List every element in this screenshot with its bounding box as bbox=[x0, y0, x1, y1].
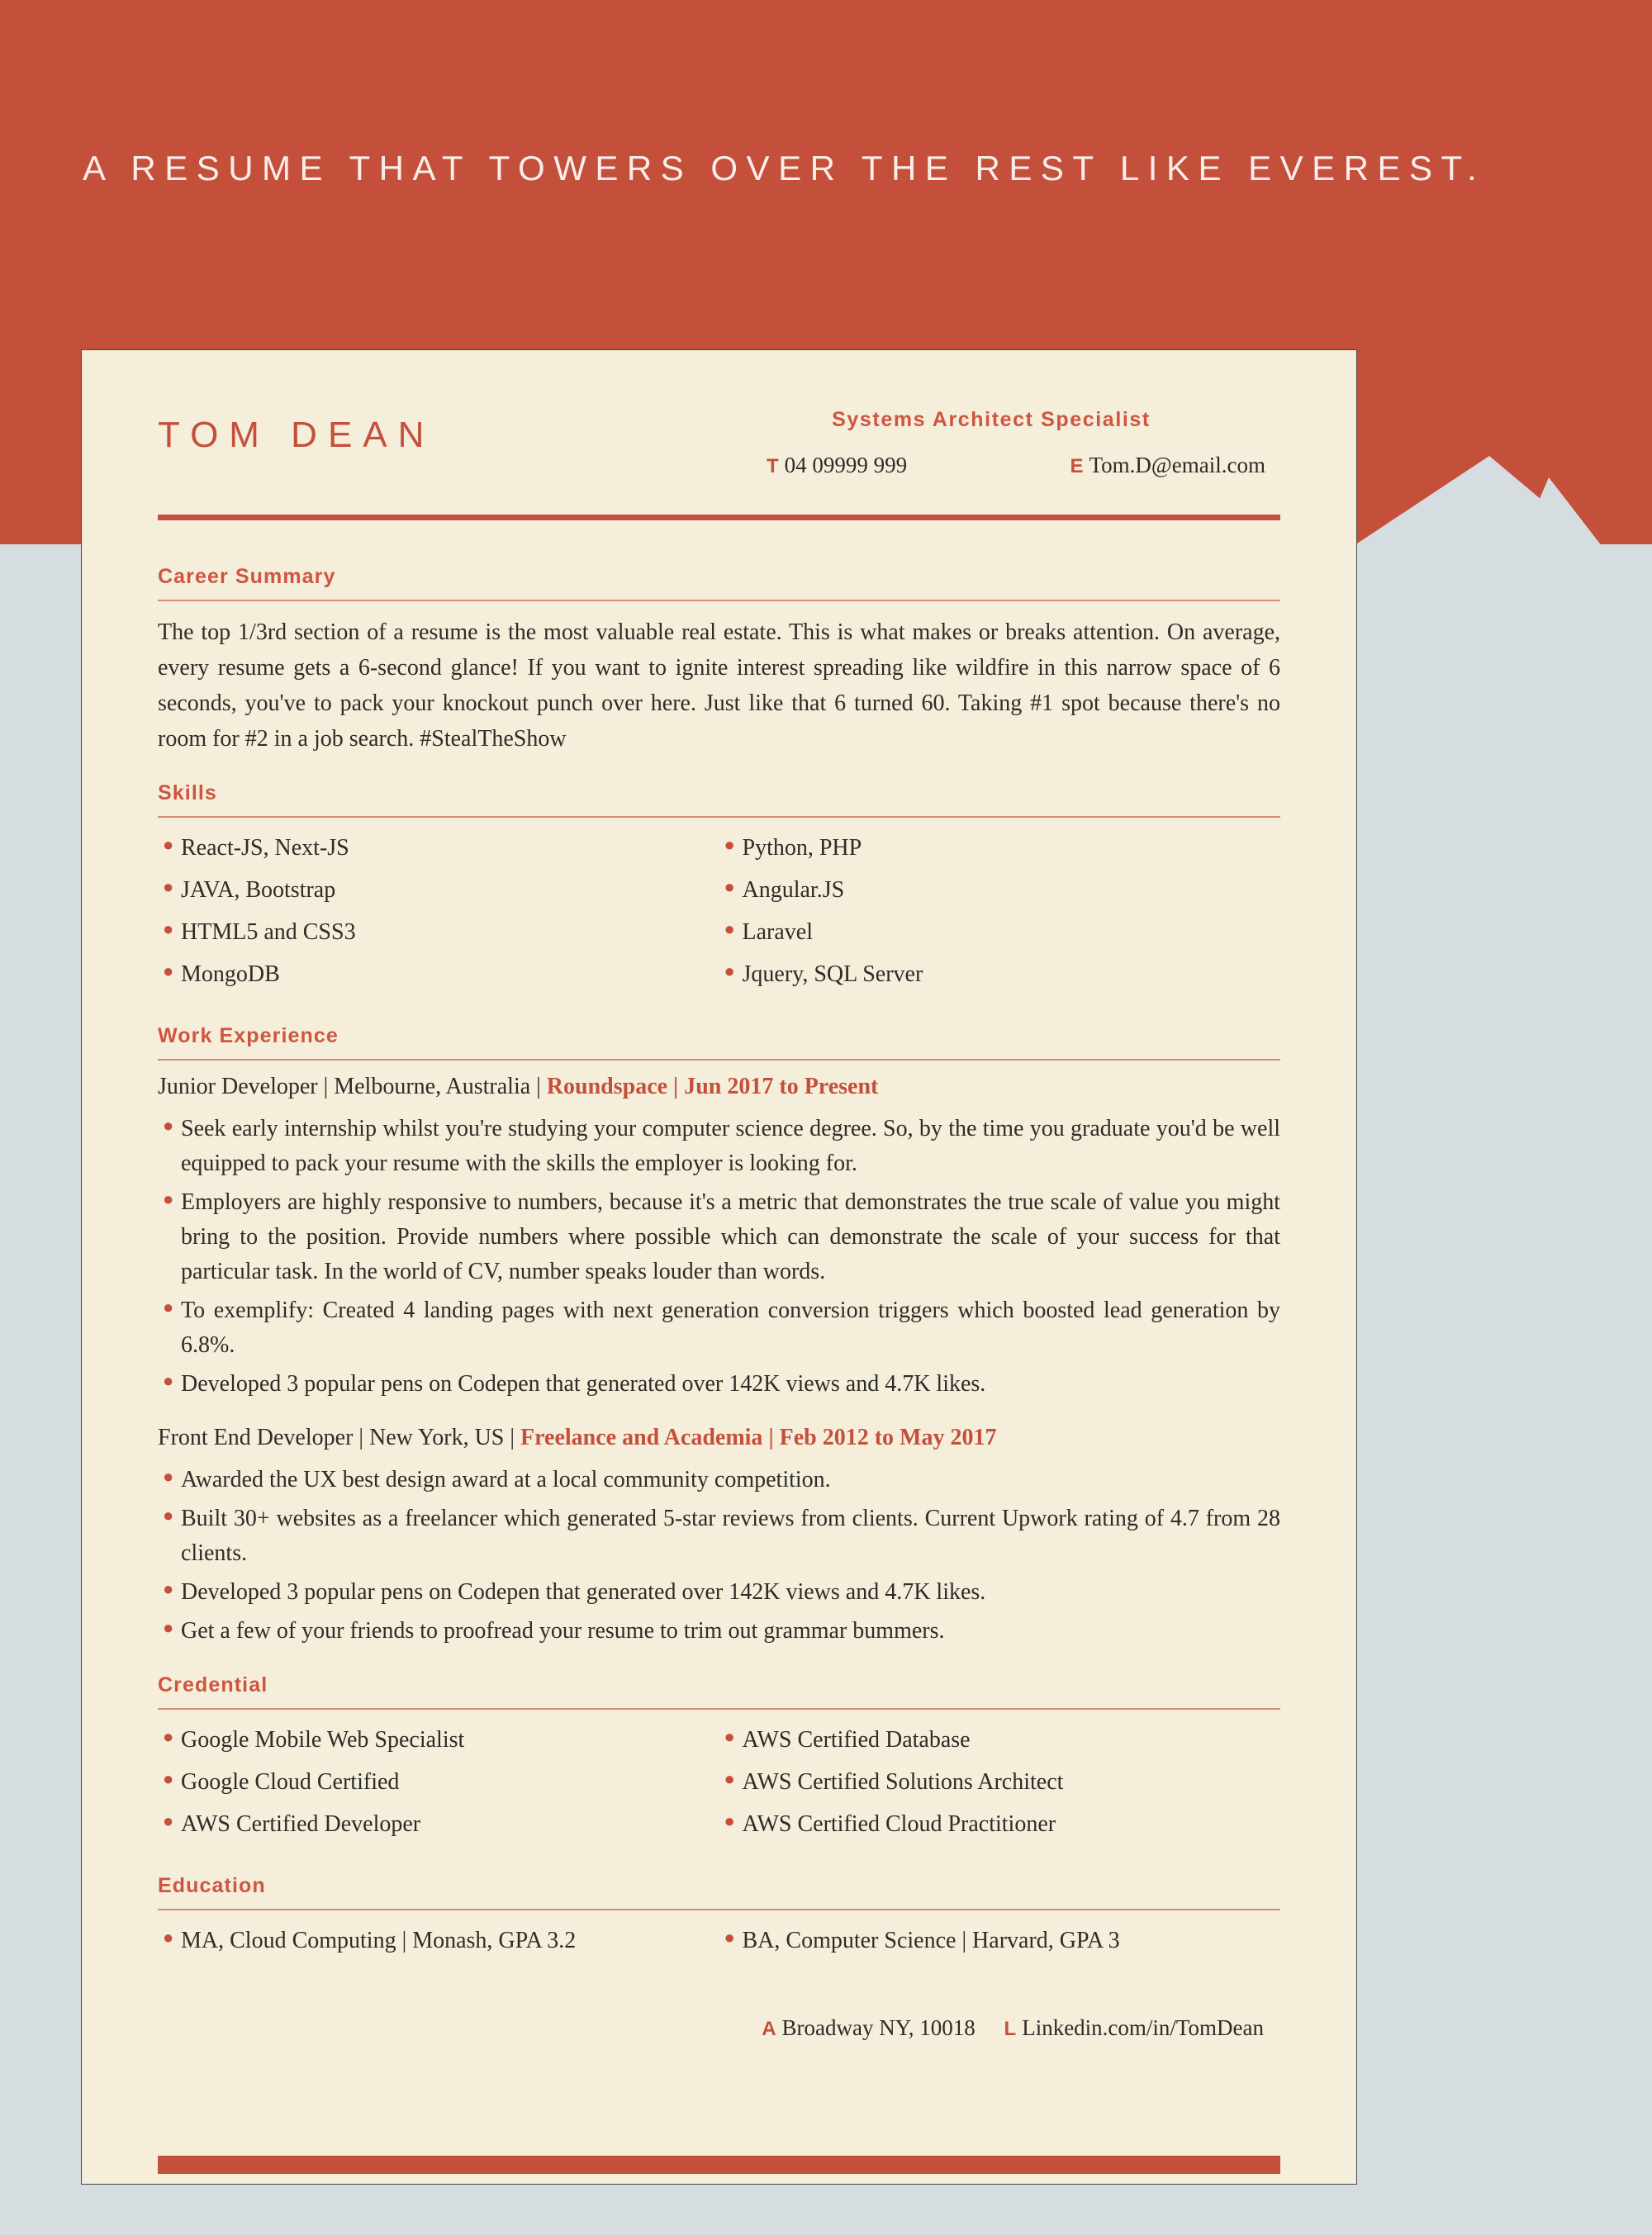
job-bullet-text: Employers are highly responsive to numbers, because it's a metric that demonstrates the true scale of value you might bring to the position. Provide numbers where possible which can demonstrate the scale of your success for that particular task. In the world of CV, number speaks louder than words. bbox=[181, 1189, 1280, 1285]
section-title-work-experience: Work Experience bbox=[158, 1024, 339, 1048]
bullet-icon: ● bbox=[163, 834, 174, 856]
skill-label: Python, PHP bbox=[742, 835, 862, 861]
credential-label: AWS Certified Developer bbox=[181, 1811, 421, 1838]
job-dates: Jun 2017 to Present bbox=[684, 1074, 879, 1100]
header-right-column bbox=[702, 408, 1280, 478]
section-skills bbox=[158, 781, 1280, 999]
skill-label: JAVA, Bootstrap bbox=[181, 877, 336, 904]
list-item bbox=[158, 1112, 1280, 1181]
bullet-icon: ● bbox=[724, 1927, 735, 1948]
section-title-skills: Skills bbox=[158, 781, 217, 805]
list-item bbox=[719, 1723, 1265, 1758]
job-separator: | bbox=[536, 1074, 547, 1100]
linkedin-icon: L bbox=[1004, 2018, 1017, 2041]
email-icon: E bbox=[1070, 455, 1084, 477]
phone-icon: T bbox=[767, 455, 779, 477]
list-item bbox=[158, 873, 703, 908]
credential-label: AWS Certified Cloud Practitioner bbox=[742, 1811, 1056, 1838]
linkedin-contact[interactable] bbox=[1004, 2015, 1264, 2040]
section-title-career-summary: Career Summary bbox=[158, 565, 336, 588]
job-bullet-text: Developed 3 popular pens on Codepen that generated over 142K views and 4.7K likes. bbox=[181, 1371, 986, 1397]
bullet-icon: ● bbox=[724, 918, 735, 940]
job-entry bbox=[158, 1074, 1280, 1402]
list-item bbox=[719, 1765, 1265, 1800]
resume-card bbox=[81, 349, 1357, 2185]
list-item bbox=[158, 915, 703, 950]
job-separator: | bbox=[358, 1425, 369, 1451]
bullet-icon: ● bbox=[724, 1726, 735, 1748]
list-item bbox=[158, 1614, 1280, 1649]
education-column-right bbox=[719, 1924, 1281, 1966]
job-headline bbox=[158, 1425, 1280, 1451]
list-item bbox=[719, 1924, 1265, 1958]
section-rule-education bbox=[158, 1909, 1280, 1910]
mountain-icon bbox=[1322, 413, 1652, 661]
job-bullet-text: Seek early internship whilst you're studying your computer science degree. So, by the time you graduate you'd be well equipped to pack your resume with the skills the employer is looking for. bbox=[181, 1116, 1280, 1177]
bullet-icon: ● bbox=[163, 1189, 174, 1210]
bullet-icon: ● bbox=[163, 1578, 174, 1600]
linkedin-value: Linkedin.com/in/TomDean bbox=[1022, 2015, 1264, 2041]
skill-label: Angular.JS bbox=[742, 877, 845, 904]
phone-contact[interactable] bbox=[767, 453, 907, 478]
list-item bbox=[158, 957, 703, 992]
bullet-icon: ● bbox=[724, 834, 735, 856]
job-bullet-text: To exemplify: Created 4 landing pages with next generation conversion triggers which boosted lead generation by 6.8%. bbox=[181, 1298, 1280, 1359]
footer-accent-bar bbox=[158, 2156, 1280, 2174]
bullet-icon: ● bbox=[163, 1726, 174, 1748]
list-item bbox=[158, 831, 703, 866]
banner-tagline: A RESUME THAT TOWERS OVER THE REST LIKE EVEREST. bbox=[83, 149, 1486, 187]
skill-label: Jquery, SQL Server bbox=[742, 961, 923, 988]
credential-column-right bbox=[719, 1723, 1281, 1849]
list-item bbox=[719, 915, 1265, 950]
list-item bbox=[158, 1807, 703, 1842]
bullet-icon: ● bbox=[163, 1297, 174, 1318]
bullet-icon: ● bbox=[724, 961, 735, 982]
bullet-icon: ● bbox=[163, 1927, 174, 1948]
skill-label: React-JS, Next-JS bbox=[181, 835, 349, 861]
job-dates: Feb 2012 to May 2017 bbox=[779, 1425, 997, 1451]
section-credential bbox=[158, 1673, 1280, 1849]
credential-label: AWS Certified Solutions Architect bbox=[742, 1769, 1064, 1796]
email-value: Tom.D@email.com bbox=[1089, 453, 1265, 477]
skill-label: MongoDB bbox=[181, 961, 280, 988]
list-item bbox=[158, 1185, 1280, 1289]
skill-label: Laravel bbox=[742, 919, 813, 946]
bullet-icon: ● bbox=[163, 1768, 174, 1790]
credential-label: Google Cloud Certified bbox=[181, 1769, 400, 1796]
address-value: Broadway NY, 10018 bbox=[781, 2015, 976, 2041]
job-role: Front End Developer bbox=[158, 1425, 354, 1451]
bullet-icon: ● bbox=[163, 961, 174, 982]
section-education bbox=[158, 1874, 1280, 1966]
job-separator: | bbox=[323, 1074, 335, 1100]
bullet-icon: ● bbox=[163, 1466, 174, 1488]
list-item bbox=[719, 873, 1265, 908]
skills-column-left bbox=[158, 831, 719, 999]
resume-header bbox=[158, 350, 1280, 540]
job-company: Roundspace bbox=[546, 1074, 668, 1100]
candidate-name: TOM DEAN bbox=[158, 415, 435, 455]
job-bullet-text: Built 30+ websites as a freelancer which generated 5-star reviews from clients. Current Upwork rating of 4.7 from 28 clients. bbox=[181, 1506, 1280, 1567]
job-headline bbox=[158, 1074, 1280, 1100]
list-item bbox=[719, 957, 1265, 992]
career-summary-text: The top 1/3rd section of a resume is the most valuable real estate. This is what makes or breaks attention. On average, every resume gets a 6-second glance! If you want to ignite interest spreading like wildfire in this narrow space of 6 seconds, you've to pack your knockout punch over here. Just like that 6 turned 60. Taking #1 spot because there's no room for #2 in a job search. #StealTheShow bbox=[158, 619, 1280, 752]
job-entry bbox=[158, 1425, 1280, 1649]
list-item bbox=[158, 1924, 703, 1958]
phone-value: 04 09999 999 bbox=[784, 453, 908, 477]
bullet-icon: ● bbox=[724, 876, 735, 898]
bullet-icon: ● bbox=[163, 876, 174, 898]
list-item bbox=[158, 1293, 1280, 1363]
job-spacer bbox=[158, 1410, 1280, 1425]
section-work-experience bbox=[158, 1024, 1280, 1649]
list-item bbox=[158, 1765, 703, 1800]
bullet-icon: ● bbox=[163, 918, 174, 940]
header-divider bbox=[158, 515, 1280, 520]
email-contact[interactable] bbox=[1070, 453, 1265, 478]
job-bullet-text: Get a few of your friends to proofread your resume to trim out grammar bummers. bbox=[181, 1618, 945, 1644]
skills-column-right bbox=[719, 831, 1281, 999]
job-bullet-list bbox=[158, 1463, 1280, 1649]
section-title-credential: Credential bbox=[158, 1673, 268, 1697]
list-item bbox=[719, 831, 1265, 866]
header-contact-row bbox=[702, 453, 1280, 478]
job-location: Melbourne, Australia bbox=[334, 1074, 531, 1100]
address-icon: A bbox=[762, 2018, 776, 2041]
section-rule-credential bbox=[158, 1708, 1280, 1710]
job-company: Freelance and Academia bbox=[520, 1425, 763, 1451]
address-contact bbox=[762, 2015, 980, 2040]
education-label: MA, Cloud Computing | Monash, GPA 3.2 bbox=[181, 1928, 577, 1954]
job-title: Systems Architect Specialist bbox=[832, 408, 1151, 431]
credential-label: Google Mobile Web Specialist bbox=[181, 1727, 465, 1753]
credential-label: AWS Certified Database bbox=[742, 1727, 971, 1753]
section-rule-career-summary bbox=[158, 600, 1280, 601]
education-label: BA, Computer Science | Harvard, GPA 3 bbox=[742, 1928, 1120, 1954]
footer-contact-row bbox=[158, 2015, 1280, 2041]
bullet-icon: ● bbox=[163, 1810, 174, 1832]
list-item bbox=[158, 1502, 1280, 1571]
bullet-icon: ● bbox=[163, 1115, 174, 1136]
job-bullet-text: Awarded the UX best design award at a local community competition. bbox=[181, 1467, 831, 1493]
section-title-education: Education bbox=[158, 1874, 266, 1898]
list-item bbox=[158, 1575, 1280, 1610]
job-separator: | bbox=[673, 1074, 685, 1100]
bullet-icon: ● bbox=[724, 1810, 735, 1832]
job-bullet-text: Developed 3 popular pens on Codepen that generated over 142K views and 4.7K likes. bbox=[181, 1579, 986, 1606]
list-item bbox=[719, 1807, 1265, 1842]
bullet-icon: ● bbox=[163, 1505, 174, 1526]
section-rule-work-experience bbox=[158, 1059, 1280, 1061]
skill-label: HTML5 and CSS3 bbox=[181, 919, 356, 946]
job-separator: | bbox=[768, 1425, 780, 1451]
list-item bbox=[158, 1367, 1280, 1402]
job-separator: | bbox=[510, 1425, 520, 1451]
list-item bbox=[158, 1723, 703, 1758]
bullet-icon: ● bbox=[724, 1768, 735, 1790]
job-role: Junior Developer bbox=[158, 1074, 318, 1100]
job-bullet-list bbox=[158, 1112, 1280, 1402]
bullet-icon: ● bbox=[163, 1617, 174, 1639]
education-column-left bbox=[158, 1924, 719, 1966]
job-location: New York, US bbox=[369, 1425, 505, 1451]
section-rule-skills bbox=[158, 816, 1280, 818]
bullet-icon: ● bbox=[163, 1370, 174, 1392]
section-career-summary bbox=[158, 565, 1280, 757]
credential-column-left bbox=[158, 1723, 719, 1849]
list-item bbox=[158, 1463, 1280, 1497]
